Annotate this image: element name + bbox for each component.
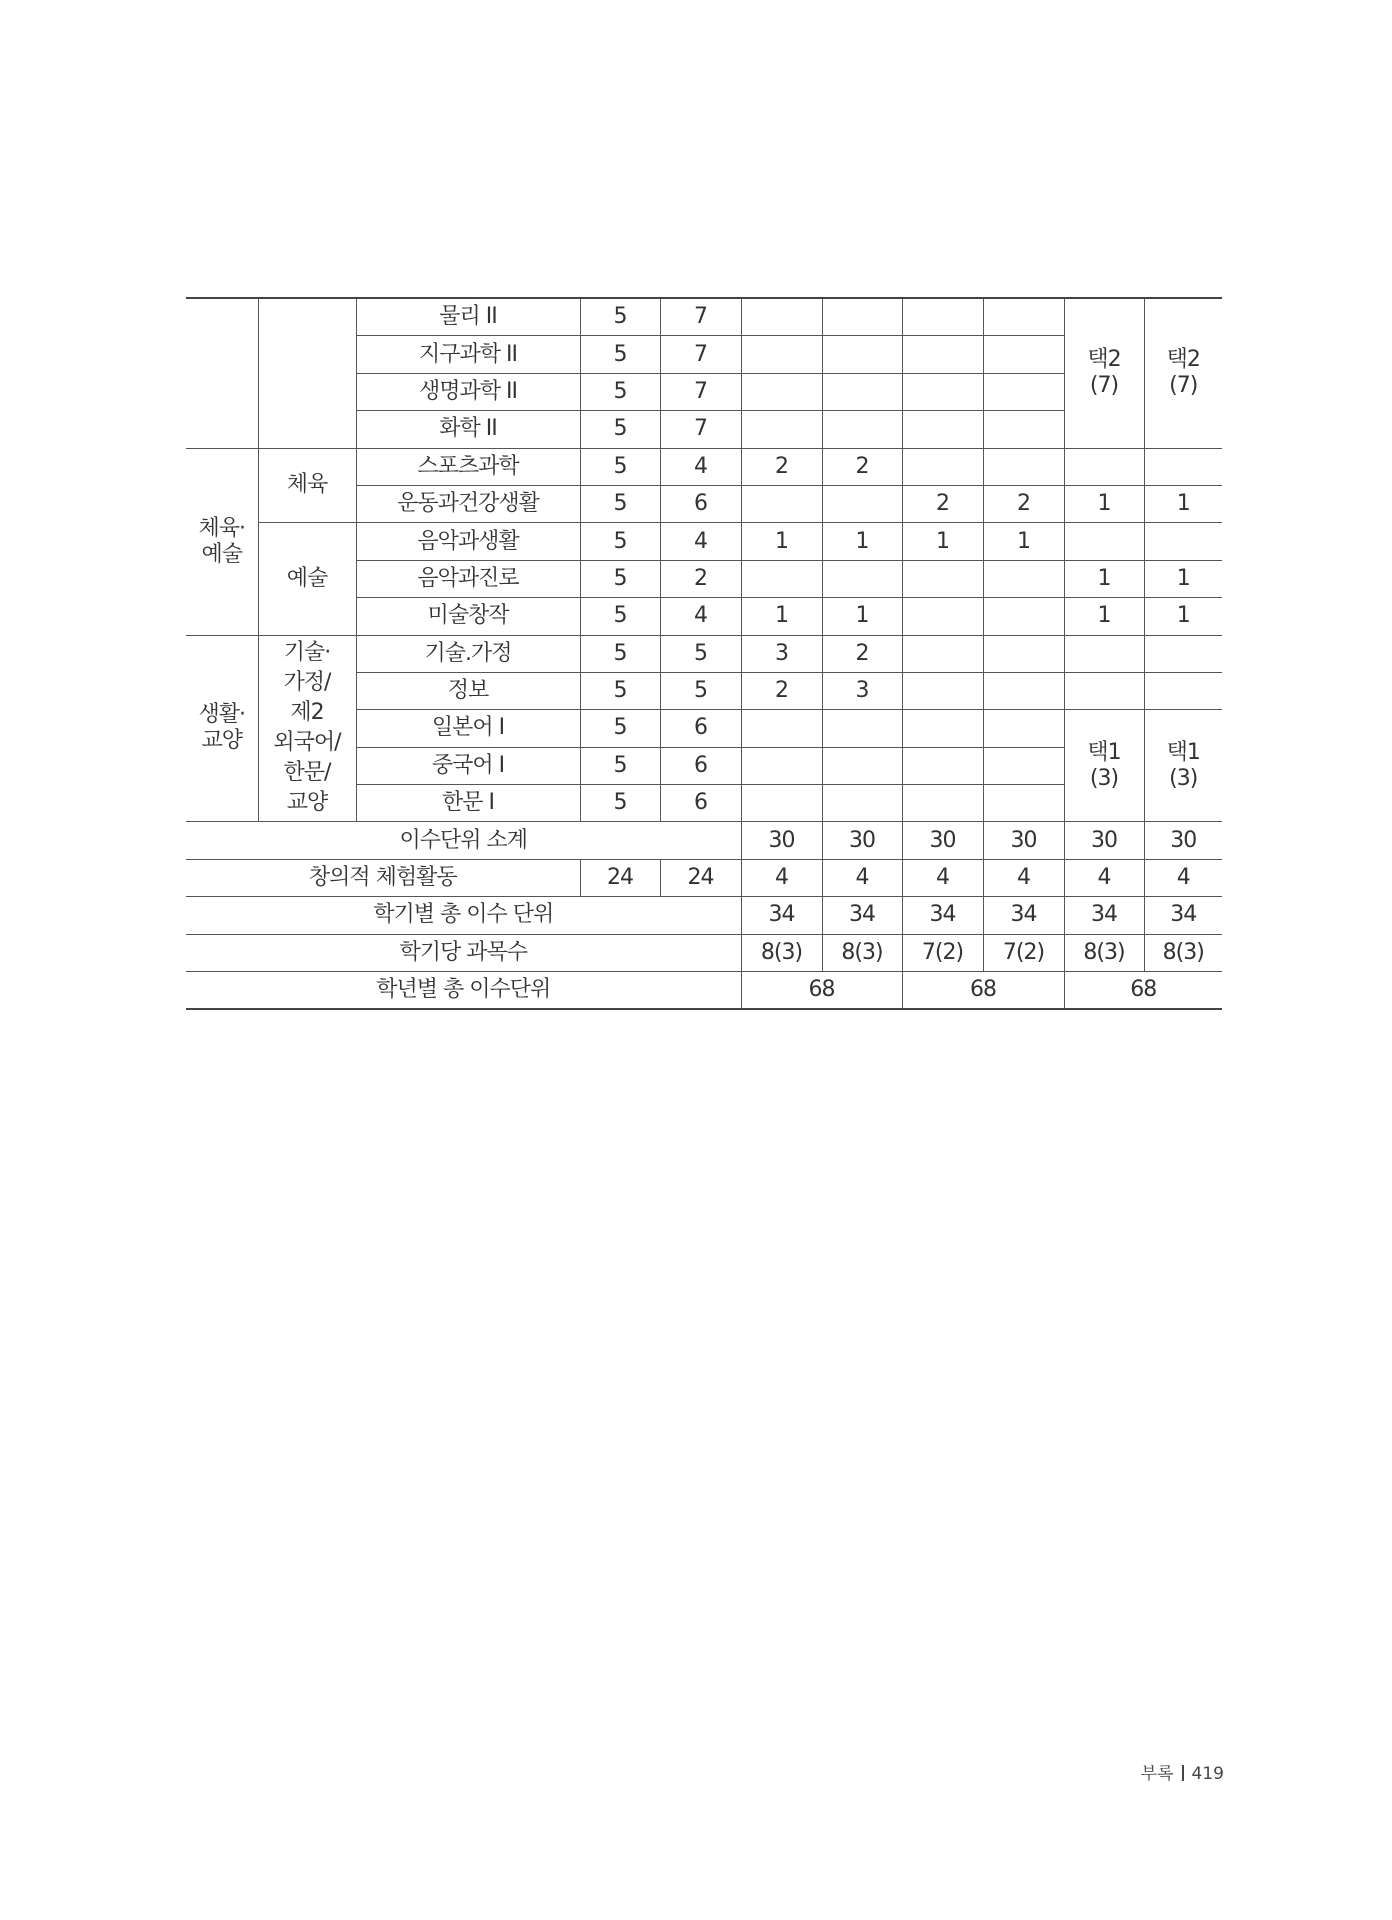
year-total-label: 학년별 총 이수단위 bbox=[186, 972, 741, 1010]
subject-cell: 기술.가정 bbox=[356, 635, 580, 672]
subgroup-cell-arts: 예술 bbox=[258, 523, 356, 635]
unit-cell: 5 bbox=[660, 672, 741, 709]
subject-cell: 운동과건강생활 bbox=[356, 485, 580, 522]
semester-cell: 1 bbox=[1064, 485, 1144, 522]
subject-count-label: 학기당 과목수 bbox=[186, 934, 741, 971]
semester-cell bbox=[1144, 523, 1222, 560]
semester-cell: 1 bbox=[822, 523, 902, 560]
unit-cell: 5 bbox=[580, 598, 660, 635]
table-row bbox=[186, 635, 1222, 672]
semester-cell: 8(3) bbox=[741, 934, 822, 971]
page-footer bbox=[1138, 1759, 1224, 1784]
semester-cell: 1 bbox=[741, 523, 822, 560]
semester-cell bbox=[822, 336, 902, 373]
subgroup-cell-empty bbox=[258, 298, 356, 448]
semester-cell: 1 bbox=[983, 523, 1064, 560]
semester-cell bbox=[983, 598, 1064, 635]
semester-total-label: 학기별 총 이수 단위 bbox=[186, 897, 741, 934]
semester-cell: 2 bbox=[983, 485, 1064, 522]
unit-cell: 6 bbox=[660, 785, 741, 822]
subject-cell: 미술창작 bbox=[356, 598, 580, 635]
subject-cell: 스포츠과학 bbox=[356, 448, 580, 485]
semester-cell bbox=[902, 747, 983, 784]
unit-cell: 5 bbox=[580, 298, 660, 336]
semester-cell: 8(3) bbox=[1064, 934, 1144, 971]
choice-cell: 택2 (7) bbox=[1064, 298, 1144, 448]
semester-cell: 1 bbox=[741, 598, 822, 635]
year-cell: 68 bbox=[1064, 972, 1222, 1010]
subject-cell: 일본어 I bbox=[356, 710, 580, 747]
subject-cell: 화학 II bbox=[356, 411, 580, 448]
choice-cell: 택1 (3) bbox=[1144, 710, 1222, 822]
semester-cell bbox=[822, 411, 902, 448]
semester-cell: 34 bbox=[983, 897, 1064, 934]
semester-cell: 30 bbox=[983, 822, 1064, 859]
subject-cell: 한문 I bbox=[356, 785, 580, 822]
unit-cell: 6 bbox=[660, 485, 741, 522]
semester-cell bbox=[741, 411, 822, 448]
semester-total-row bbox=[186, 897, 1222, 934]
semester-cell: 1 bbox=[1064, 598, 1144, 635]
subject-cell: 중국어 I bbox=[356, 747, 580, 784]
semester-cell: 30 bbox=[822, 822, 902, 859]
semester-cell bbox=[983, 298, 1064, 336]
semester-cell: 3 bbox=[741, 635, 822, 672]
group-cell-life: 생활· 교양 bbox=[186, 635, 258, 822]
semester-cell: 7(2) bbox=[902, 934, 983, 971]
unit-cell: 5 bbox=[580, 523, 660, 560]
group-cell-pe-arts: 체육· 예술 bbox=[186, 448, 258, 635]
unit-cell: 4 bbox=[660, 448, 741, 485]
semester-cell bbox=[902, 598, 983, 635]
footer-divider bbox=[1182, 1765, 1184, 1781]
subtotal-row bbox=[186, 822, 1222, 859]
semester-cell bbox=[1144, 635, 1222, 672]
semester-cell bbox=[741, 785, 822, 822]
subject-count-row bbox=[186, 934, 1222, 971]
semester-cell: 4 bbox=[983, 859, 1064, 896]
subject-cell: 물리 II bbox=[356, 298, 580, 336]
semester-cell: 30 bbox=[1064, 822, 1144, 859]
unit-cell: 5 bbox=[580, 710, 660, 747]
group-cell-empty bbox=[186, 298, 258, 448]
unit-cell: 4 bbox=[660, 523, 741, 560]
table-row bbox=[186, 448, 1222, 485]
unit-cell: 5 bbox=[580, 560, 660, 597]
semester-cell: 1 bbox=[902, 523, 983, 560]
semester-cell: 7(2) bbox=[983, 934, 1064, 971]
semester-cell: 1 bbox=[1064, 560, 1144, 597]
table-row bbox=[186, 298, 1222, 336]
semester-cell bbox=[902, 336, 983, 373]
semester-cell: 30 bbox=[741, 822, 822, 859]
semester-cell bbox=[1064, 672, 1144, 709]
semester-cell bbox=[902, 635, 983, 672]
semester-cell: 1 bbox=[1144, 560, 1222, 597]
semester-cell bbox=[983, 411, 1064, 448]
semester-cell bbox=[1144, 672, 1222, 709]
unit-cell: 5 bbox=[580, 785, 660, 822]
footer-section-label: 부록 bbox=[1140, 1764, 1174, 1784]
semester-cell: 2 bbox=[741, 448, 822, 485]
semester-cell: 34 bbox=[1064, 897, 1144, 934]
semester-cell: 30 bbox=[1144, 822, 1222, 859]
semester-cell: 4 bbox=[741, 859, 822, 896]
table-row bbox=[186, 523, 1222, 560]
semester-cell bbox=[822, 747, 902, 784]
unit-cell: 7 bbox=[660, 373, 741, 410]
semester-cell: 4 bbox=[1144, 859, 1222, 896]
semester-cell bbox=[741, 336, 822, 373]
semester-cell bbox=[741, 710, 822, 747]
semester-cell bbox=[983, 785, 1064, 822]
unit-cell: 7 bbox=[660, 336, 741, 373]
semester-cell bbox=[741, 298, 822, 336]
subgroup-cell-life: 기술· 가정/ 제2 외국어/ 한문/ 교양 bbox=[258, 635, 356, 822]
creative-activity-row bbox=[186, 859, 1222, 896]
semester-cell: 8(3) bbox=[1144, 934, 1222, 971]
choice-cell: 택2 (7) bbox=[1144, 298, 1222, 448]
unit-cell: 6 bbox=[660, 710, 741, 747]
semester-cell bbox=[741, 485, 822, 522]
semester-cell bbox=[902, 298, 983, 336]
semester-cell: 34 bbox=[741, 897, 822, 934]
unit-cell: 5 bbox=[580, 747, 660, 784]
semester-cell: 4 bbox=[822, 859, 902, 896]
unit-cell: 7 bbox=[660, 411, 741, 448]
semester-cell bbox=[983, 710, 1064, 747]
semester-cell bbox=[902, 785, 983, 822]
semester-cell bbox=[1064, 635, 1144, 672]
unit-cell: 5 bbox=[580, 672, 660, 709]
semester-cell bbox=[983, 448, 1064, 485]
subject-cell: 정보 bbox=[356, 672, 580, 709]
unit-cell: 5 bbox=[580, 448, 660, 485]
semester-cell: 2 bbox=[741, 672, 822, 709]
semester-cell bbox=[902, 373, 983, 410]
unit-cell: 7 bbox=[660, 298, 741, 336]
semester-cell bbox=[741, 373, 822, 410]
semester-cell bbox=[902, 672, 983, 709]
semester-cell bbox=[983, 672, 1064, 709]
unit-cell: 4 bbox=[660, 598, 741, 635]
semester-cell bbox=[1064, 523, 1144, 560]
choice-cell: 택1 (3) bbox=[1064, 710, 1144, 822]
semester-cell: 34 bbox=[1144, 897, 1222, 934]
unit-cell: 5 bbox=[580, 635, 660, 672]
semester-cell: 1 bbox=[822, 598, 902, 635]
semester-cell: 34 bbox=[902, 897, 983, 934]
creative-activity-label: 창의적 체험활동 bbox=[186, 859, 580, 896]
semester-cell bbox=[902, 710, 983, 747]
semester-cell: 3 bbox=[822, 672, 902, 709]
subject-cell: 음악과생활 bbox=[356, 523, 580, 560]
semester-cell bbox=[983, 560, 1064, 597]
subtotal-label: 이수단위 소계 bbox=[186, 822, 741, 859]
semester-cell bbox=[822, 373, 902, 410]
unit-cell: 2 bbox=[660, 560, 741, 597]
semester-cell: 2 bbox=[822, 448, 902, 485]
subject-cell: 음악과진로 bbox=[356, 560, 580, 597]
semester-cell bbox=[983, 336, 1064, 373]
semester-cell bbox=[822, 785, 902, 822]
semester-cell: 1 bbox=[1144, 485, 1222, 522]
semester-cell: 1 bbox=[1144, 598, 1222, 635]
semester-cell bbox=[741, 560, 822, 597]
unit-cell: 5 bbox=[580, 411, 660, 448]
unit-cell: 5 bbox=[660, 635, 741, 672]
semester-cell: 4 bbox=[1064, 859, 1144, 896]
semester-cell: 30 bbox=[902, 822, 983, 859]
semester-cell bbox=[983, 635, 1064, 672]
semester-cell: 4 bbox=[902, 859, 983, 896]
semester-cell bbox=[1144, 448, 1222, 485]
year-cell: 68 bbox=[902, 972, 1064, 1010]
subgroup-cell-pe: 체육 bbox=[258, 448, 356, 523]
semester-cell: 8(3) bbox=[822, 934, 902, 971]
subject-cell: 지구과학 II bbox=[356, 336, 580, 373]
semester-cell bbox=[822, 485, 902, 522]
semester-cell bbox=[902, 411, 983, 448]
unit-cell: 5 bbox=[580, 373, 660, 410]
semester-cell bbox=[983, 373, 1064, 410]
unit-cell: 24 bbox=[660, 859, 741, 896]
unit-cell: 6 bbox=[660, 747, 741, 784]
semester-cell: 2 bbox=[822, 635, 902, 672]
subject-cell: 생명과학 II bbox=[356, 373, 580, 410]
semester-cell bbox=[822, 560, 902, 597]
semester-cell bbox=[741, 747, 822, 784]
unit-cell: 5 bbox=[580, 336, 660, 373]
semester-cell bbox=[1064, 448, 1144, 485]
unit-cell: 5 bbox=[580, 485, 660, 522]
page-number: 419 bbox=[1191, 1764, 1224, 1784]
unit-cell: 24 bbox=[580, 859, 660, 896]
semester-cell bbox=[822, 298, 902, 336]
semester-cell bbox=[822, 710, 902, 747]
year-cell: 68 bbox=[741, 972, 902, 1010]
semester-cell: 2 bbox=[902, 485, 983, 522]
year-total-row bbox=[186, 972, 1222, 1010]
semester-cell bbox=[902, 560, 983, 597]
semester-cell bbox=[902, 448, 983, 485]
curriculum-table bbox=[186, 297, 1222, 1010]
semester-cell bbox=[983, 747, 1064, 784]
semester-cell: 34 bbox=[822, 897, 902, 934]
